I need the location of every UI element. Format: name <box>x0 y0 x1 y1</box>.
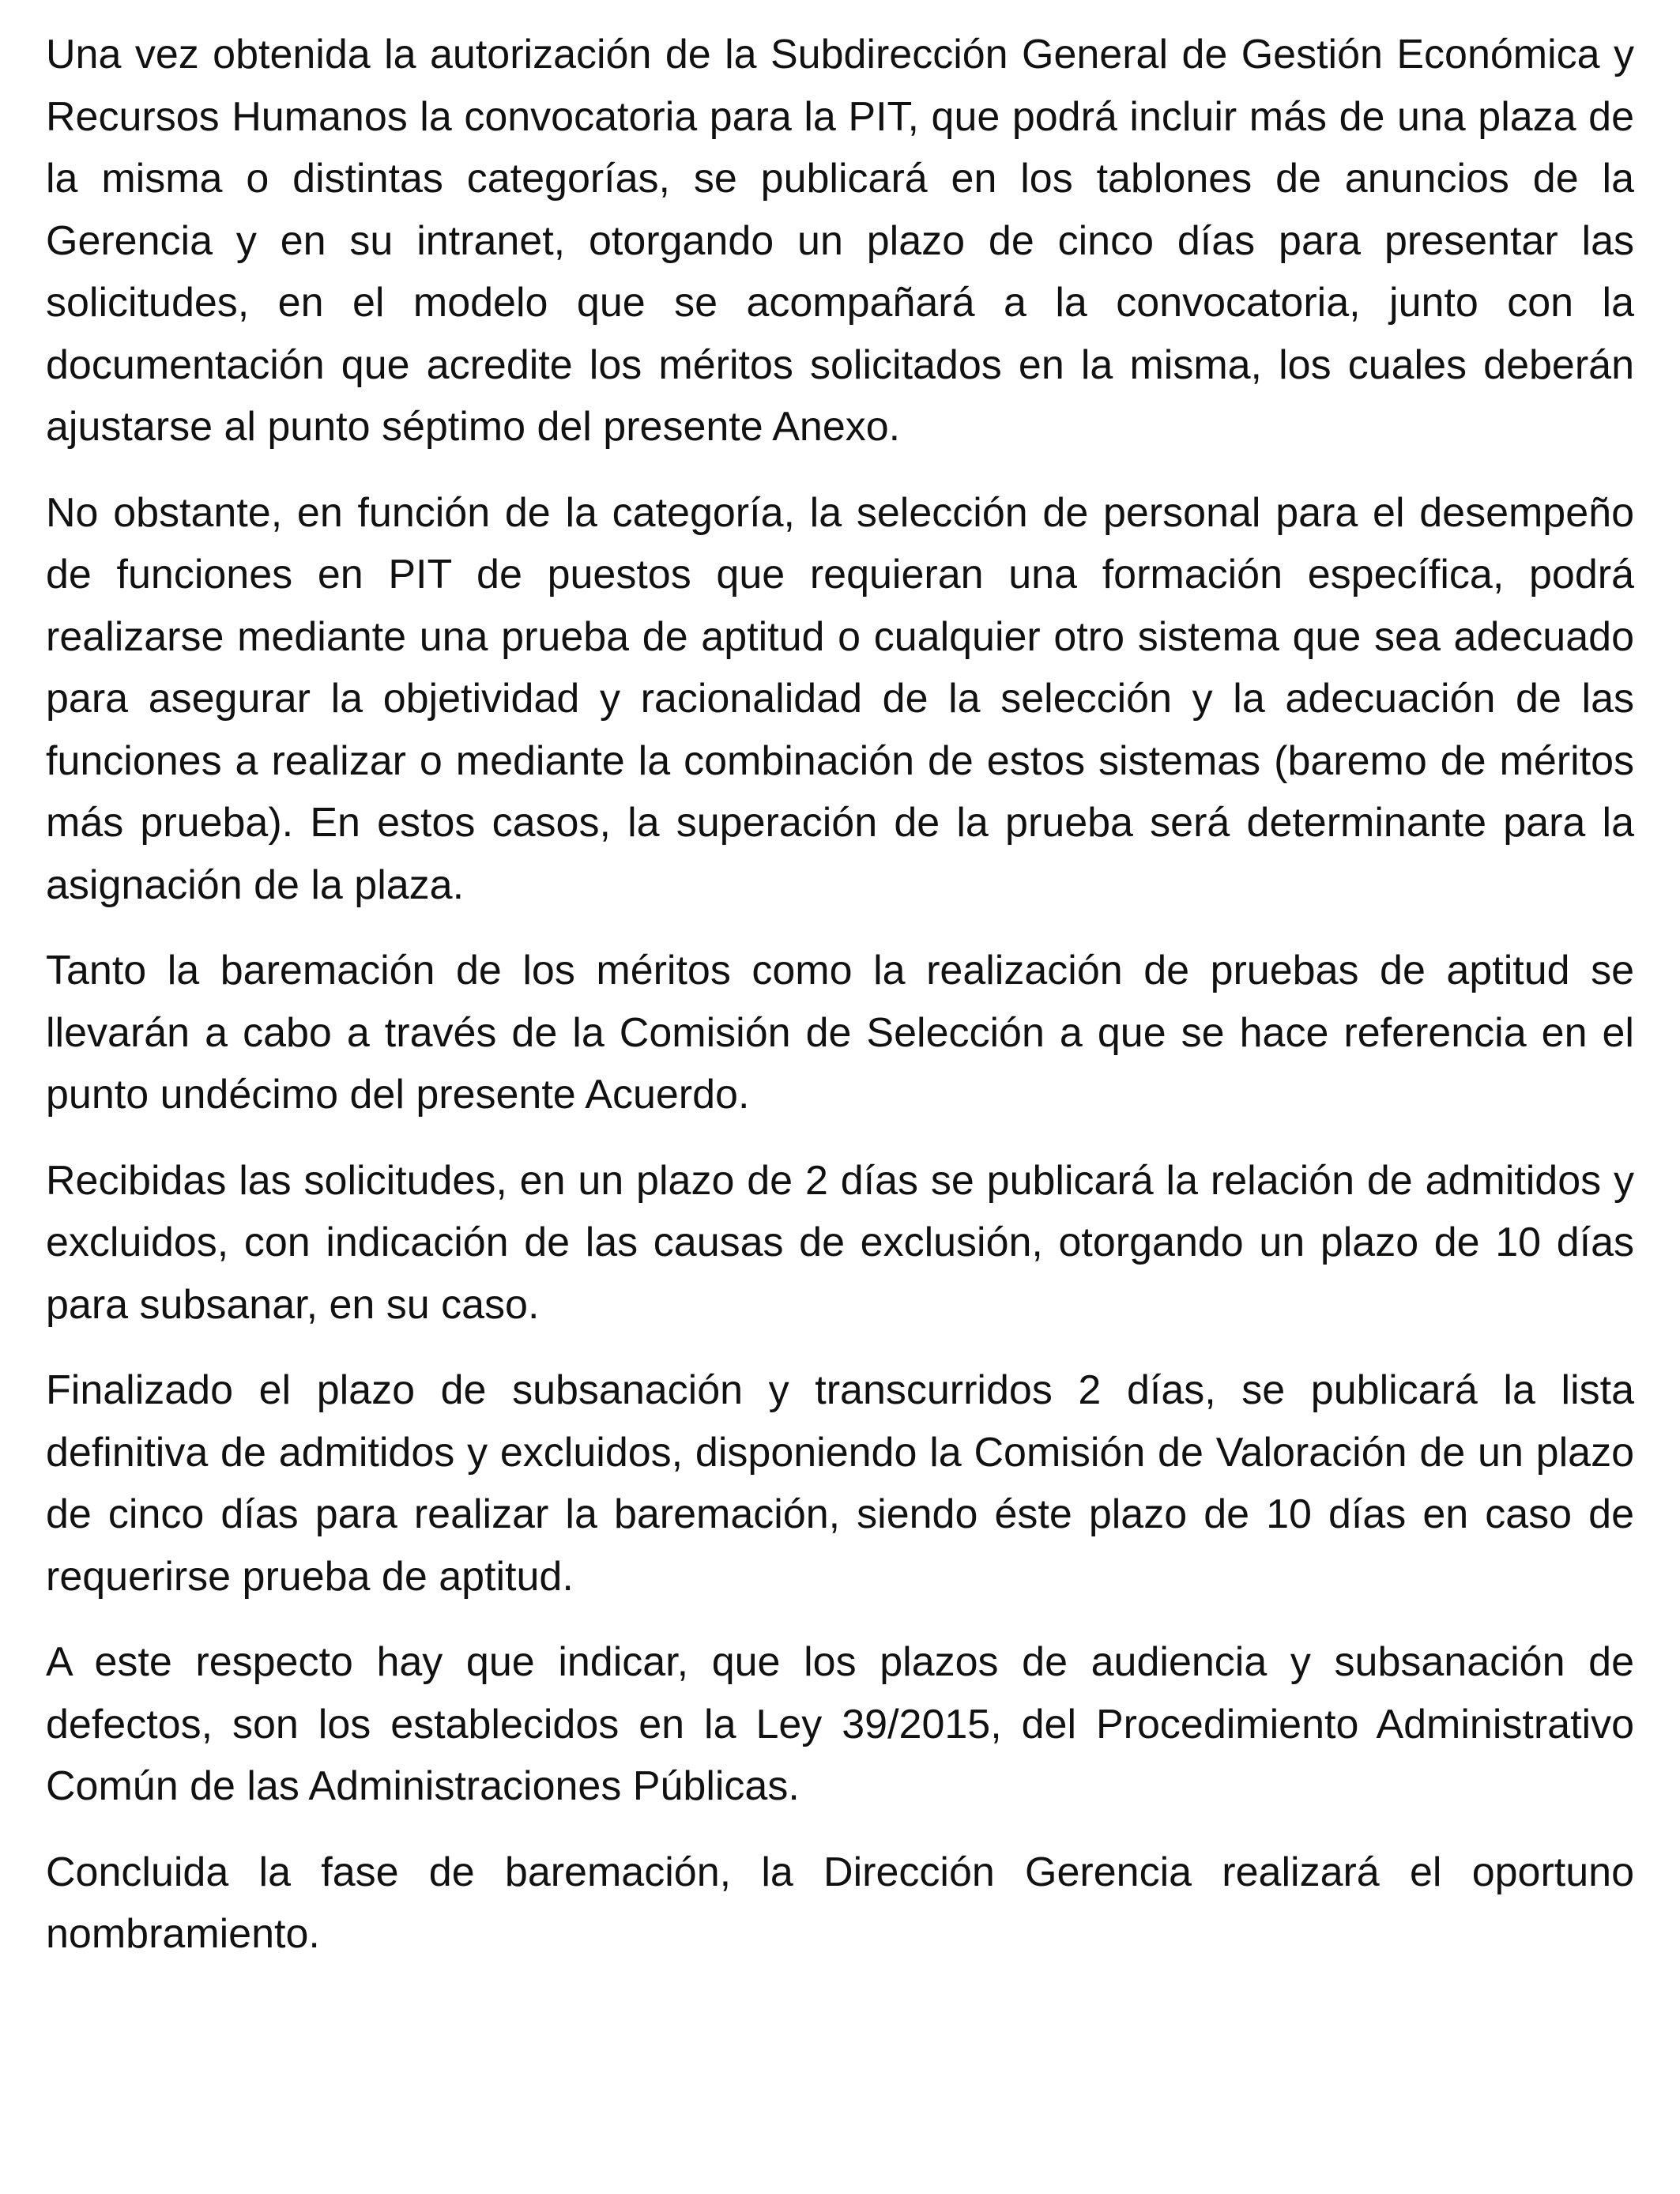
paragraph-prueba-aptitud: No obstante, en función de la categoría, la selección de personal para el desempeño de funciones en PIT de puestos que requieran una formación específica, podrá realizarse mediante una prueba de aptitud o cualquier otro sistema que sea adecuado para asegurar la objetividad y racionalidad de la selección y la adecuación de las funciones a realizar o mediante la combinación de estos sistemas (baremo de méritos más prueba). En estos casos, la superación de la prueba será determinante para la asignación de la plaza. <box>46 489 1634 908</box>
paragraph-lista-definitiva: Finalizado el plazo de subsanación y transcurridos 2 días, se publicará la lista definitiva de admitidos y excluidos, disponiendo la Comisión de Valoración de un plazo de cinco días para realizar la baremación, siendo éste plazo de 10 días en caso de requerirse prueba de aptitud. <box>46 1367 1634 1600</box>
document-body <box>46 24 1634 1989</box>
paragraph-plazos-ley: A este respecto hay que indicar, que los plazos de audiencia y subsanación de defectos, son los establecidos en la Ley 39/2015, del Procedimiento Administrativo Común de las Administraciones Públicas. <box>46 1639 1634 1809</box>
paragraph-admitidos-excluidos: Recibidas las solicitudes, en un plazo de 2 días se publicará la relación de admitidos y excluidos, con indicación de las causas de exclusión, otorgando un plazo de 10 días para subsanar, en su caso. <box>46 1157 1634 1328</box>
paragraph-convocatoria-publicacion: Una vez obtenida la autorización de la Subdirección General de Gestión Económica y Recursos Humanos la convocatoria para la PIT, que podrá incluir más de una plaza de la misma o distintas categorías, se publicará en los tablones de anuncios de la Gerencia y en su intranet, otorgando un plazo de cinco días para presentar las solicitudes, en el modelo que se acompañará a la convocatoria, junto con la documentación que acredite los méritos solicitados en la misma, los cuales deberán ajustarse al punto séptimo del presente Anexo. <box>46 32 1634 450</box>
paragraph-comision-seleccion: Tanto la baremación de los méritos como la realización de pruebas de aptitud se llevarán a cabo a través de la Comisión de Selección a que se hace referencia en el punto undécimo del presente Acuerdo. <box>46 948 1634 1118</box>
paragraph-nombramiento: Concluida la fase de baremación, la Dirección Gerencia realizará el oportuno nombramiento. <box>46 1849 1634 1957</box>
